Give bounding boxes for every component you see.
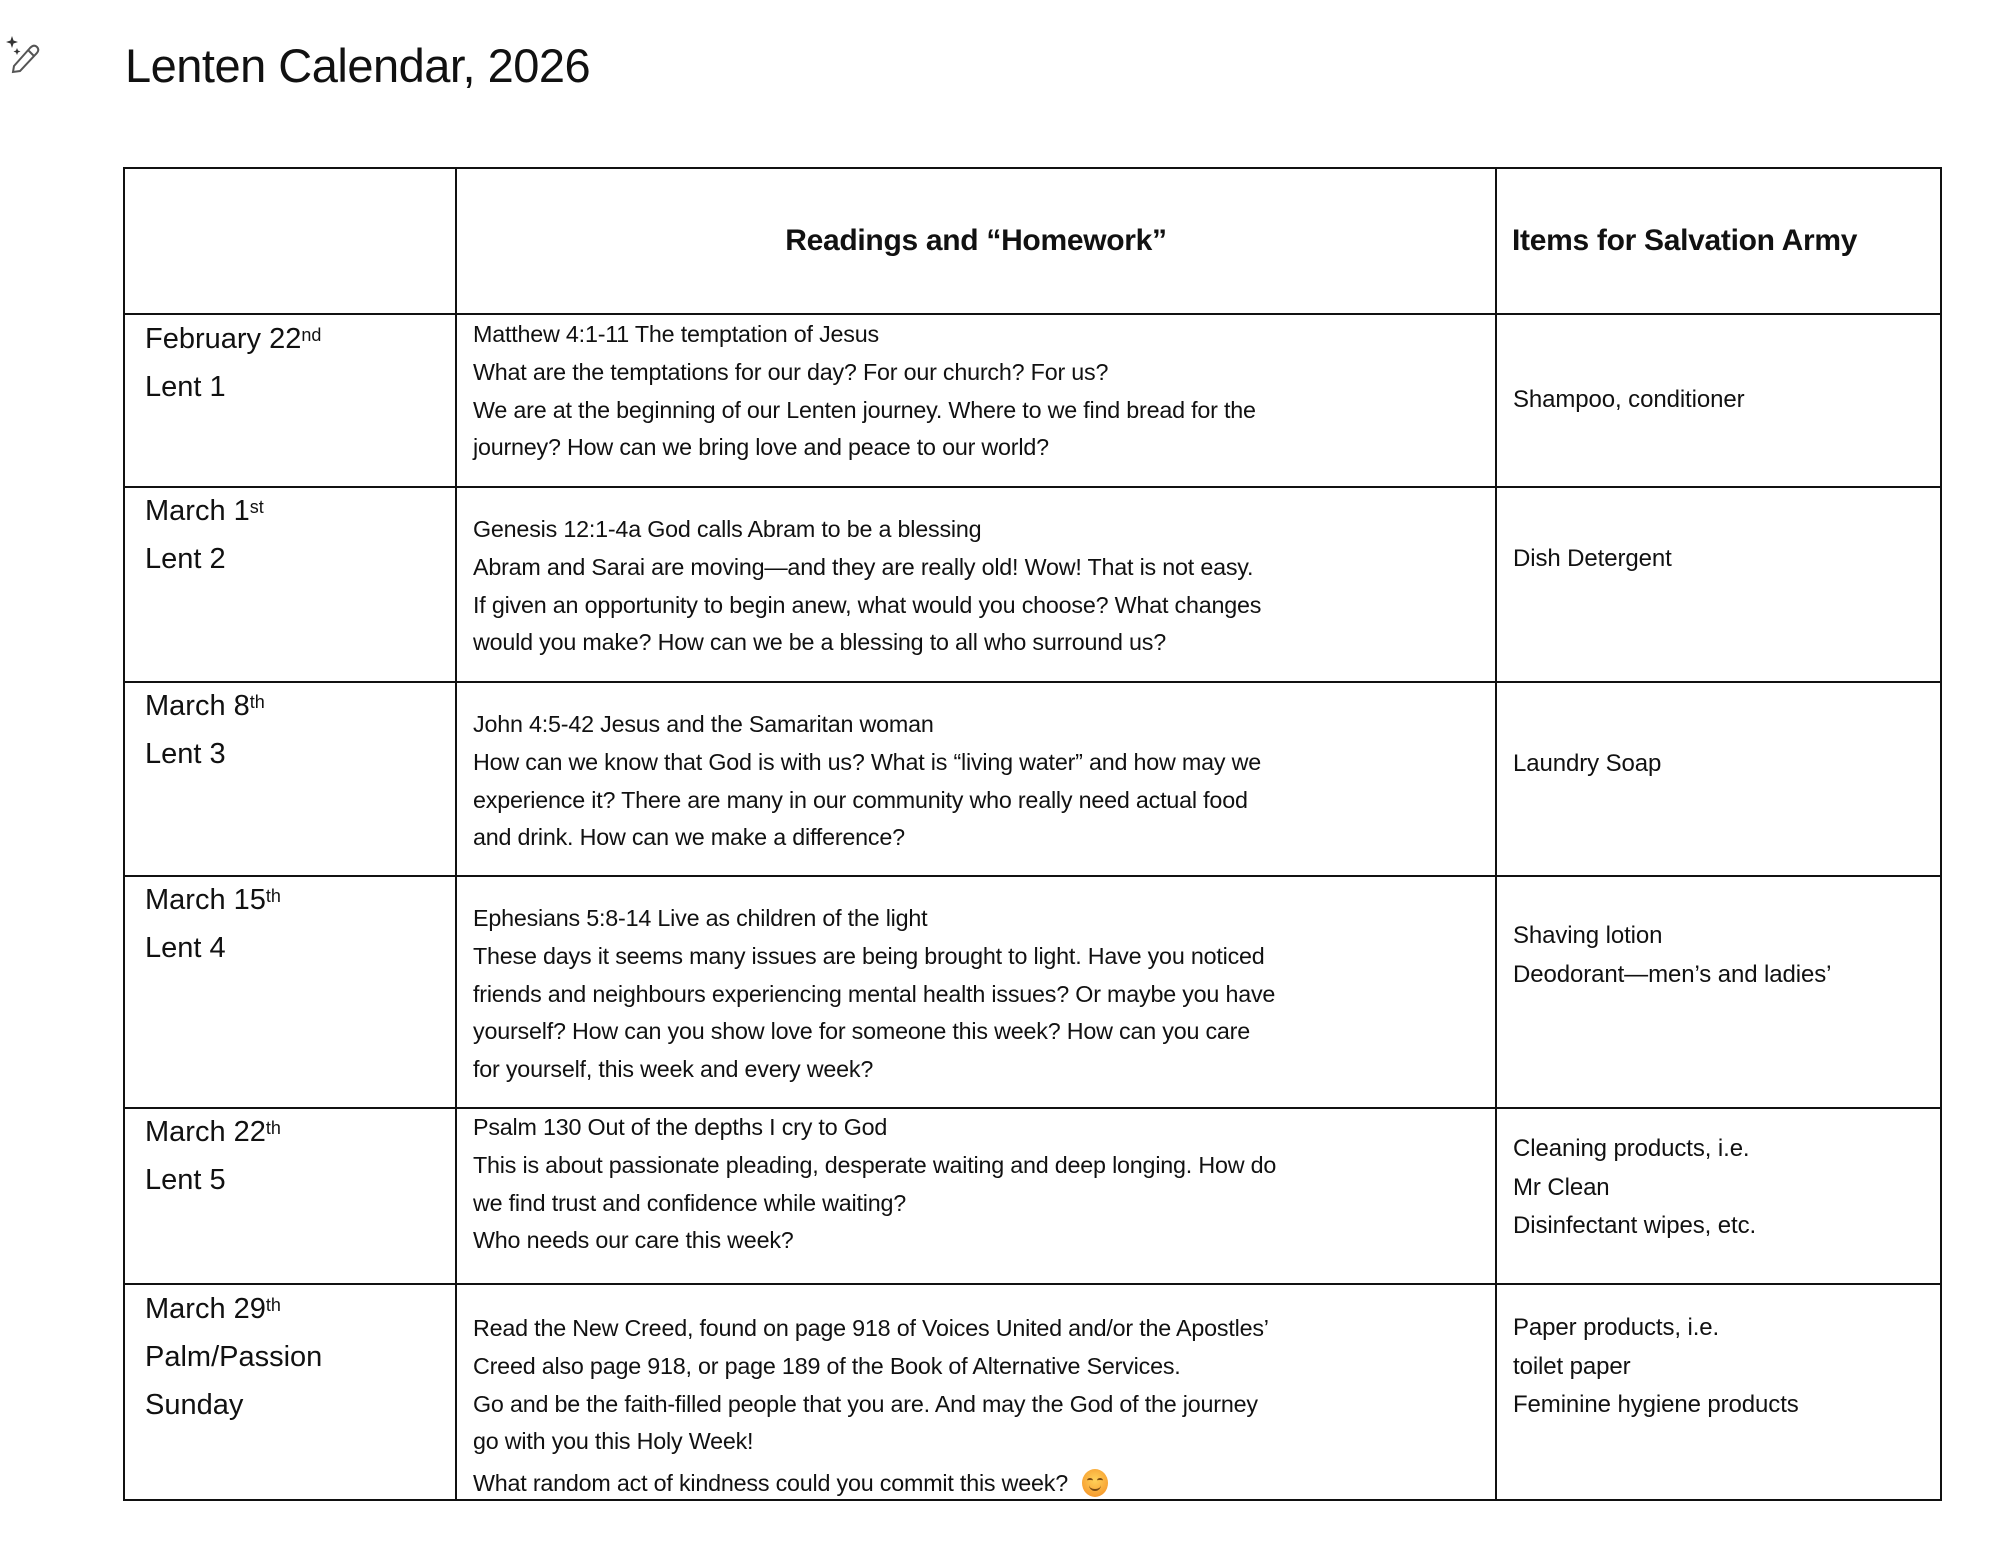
lenten-calendar-table <box>123 167 1940 1500</box>
date-text <box>145 876 455 924</box>
document-title: Lenten Calendar, 2026 <box>125 39 591 92</box>
date-day: March 8 <box>145 690 250 722</box>
liturgical-day: Lent 3 <box>145 738 226 770</box>
reading-line-with-emoji <box>473 1465 1495 1503</box>
table-row-date <box>125 682 455 778</box>
table-row-reading <box>457 900 1495 1089</box>
reading-line: we find trust and confidence while waiting? <box>473 1189 907 1216</box>
donation-item: Mr Clean <box>1513 1173 1610 1201</box>
liturgical-day: Palm/Passion <box>145 1341 323 1373</box>
liturgical-day: Lent 1 <box>145 371 226 403</box>
ai-rewrite-sparkle-pen-icon[interactable] <box>4 34 40 74</box>
reading-line: How can we know that God is with us? What is “living water” and how may we <box>473 748 1261 775</box>
header-readings-column <box>457 169 1495 313</box>
table-row-date <box>125 876 455 972</box>
reading-line: Who needs our care this week? <box>473 1227 794 1254</box>
table-row-reading <box>457 1109 1495 1260</box>
table-row-items <box>1497 745 1940 784</box>
table-border-right <box>1940 167 1942 1501</box>
donation-item: Laundry Soap <box>1513 750 1662 777</box>
header-items-column <box>1497 169 1940 313</box>
reading-line: Genesis 12:1-4a God calls Abram to be a blessing <box>473 516 982 542</box>
donation-item: Shampoo, conditioner <box>1513 386 1745 413</box>
donation-item: Dish Detergent <box>1513 545 1672 572</box>
reading-line: These days it seems many issues are being brought to light. Have you noticed <box>473 942 1265 969</box>
reading-line: would you make? How can we be a blessing to all who surround us? <box>473 629 1166 656</box>
reading-line: This is about passionate pleading, desperate waiting and deep longing. How do <box>473 1151 1277 1178</box>
date-text <box>145 315 455 363</box>
table-row-reading <box>457 316 1495 467</box>
reading-line: Ephesians 5:8-14 Live as children of the light <box>473 905 928 931</box>
donation-item: Disinfectant wipes, etc. <box>1513 1212 1757 1239</box>
reading-line: Go and be the faith-filled people that you are. And may the God of the journey <box>473 1390 1258 1417</box>
header-date-column <box>125 169 455 313</box>
table-row-reading <box>457 1310 1495 1503</box>
reading-line: friends and neighbours experiencing mental health issues? Or maybe you have <box>473 980 1276 1007</box>
liturgical-day: Lent 5 <box>145 1164 226 1196</box>
liturgical-day: Lent 4 <box>145 932 226 964</box>
reading-line: Read the New Creed, found on page 918 of Voices United and/or the Apostles’ <box>473 1315 1269 1341</box>
date-ordinal-suffix: th <box>265 1295 281 1315</box>
reading-line: Psalm 130 Out of the depths I cry to God <box>473 1114 888 1140</box>
date-text <box>145 1285 455 1333</box>
reading-line: go with you this Holy Week! <box>473 1428 754 1455</box>
reading-line: Matthew 4:1-11 The temptation of Jesus <box>473 321 879 347</box>
header-readings-label: Readings and “Homework” <box>785 224 1167 257</box>
reading-line: for yourself, this week and every week? <box>473 1056 874 1083</box>
date-text <box>145 487 455 535</box>
table-row-items <box>1497 540 1940 579</box>
table-row-items <box>1497 1309 1940 1425</box>
table-row-date <box>125 315 455 411</box>
header-items-label: Items for Salvation Army <box>1512 224 1858 257</box>
donation-item: Shaving lotion <box>1513 922 1663 949</box>
date-day: March 22 <box>145 1116 266 1148</box>
date-day: March 29 <box>145 1293 266 1325</box>
date-text <box>145 1108 455 1156</box>
reading-line: experience it? There are many in our community who really need actual food <box>473 786 1248 813</box>
table-row-items <box>1497 381 1940 420</box>
table-row-items <box>1497 1130 1940 1246</box>
date-ordinal-suffix: th <box>265 886 281 906</box>
reading-line: What are the temptations for our day? For our church? For us? <box>473 358 1109 385</box>
liturgical-day: Lent 2 <box>145 543 226 575</box>
reading-line: and drink. How can we make a difference? <box>473 824 905 851</box>
reading-line: What random act of kindness could you commit this week? <box>473 1470 1068 1497</box>
reading-line: We are at the beginning of our Lenten journey. Where to we find bread for the <box>473 396 1256 423</box>
date-ordinal-suffix: nd <box>301 325 322 345</box>
table-row-date <box>125 1285 455 1429</box>
column-divider <box>1495 167 1497 1501</box>
date-day: March 1 <box>145 495 250 527</box>
reading-line: John 4:5-42 Jesus and the Samaritan woman <box>473 711 934 737</box>
table-row-reading <box>457 511 1495 662</box>
table-row-date <box>125 1108 455 1204</box>
donation-item: Cleaning products, i.e. <box>1513 1135 1750 1162</box>
table-row-date <box>125 487 455 583</box>
date-text <box>145 682 455 730</box>
liturgical-day: Sunday <box>145 1389 244 1421</box>
donation-item: Deodorant—men’s and ladies’ <box>1513 960 1832 988</box>
table-row-reading <box>457 706 1495 857</box>
donation-item: Paper products, i.e. <box>1513 1314 1720 1341</box>
reading-line: yourself? How can you show love for someone this week? How can you care <box>473 1018 1250 1045</box>
date-day: February 22 <box>145 323 302 355</box>
smiling-face-emoji-icon <box>1082 1469 1108 1497</box>
table-row-items <box>1497 917 1940 994</box>
date-ordinal-suffix: th <box>249 692 265 712</box>
date-day: March 15 <box>145 884 266 916</box>
date-ordinal-suffix: st <box>249 497 264 517</box>
reading-line: Abram and Sarai are moving—and they are really old! Wow! That is not easy. <box>473 553 1254 580</box>
donation-item: toilet paper <box>1513 1352 1631 1380</box>
reading-line: journey? How can we bring love and peace to our world? <box>473 434 1049 461</box>
reading-line: Creed also page 918, or page 189 of the Book of Alternative Services. <box>473 1352 1181 1379</box>
date-ordinal-suffix: th <box>265 1118 281 1138</box>
donation-item: Feminine hygiene products <box>1513 1391 1799 1418</box>
reading-line: If given an opportunity to begin anew, what would you choose? What changes <box>473 591 1262 618</box>
